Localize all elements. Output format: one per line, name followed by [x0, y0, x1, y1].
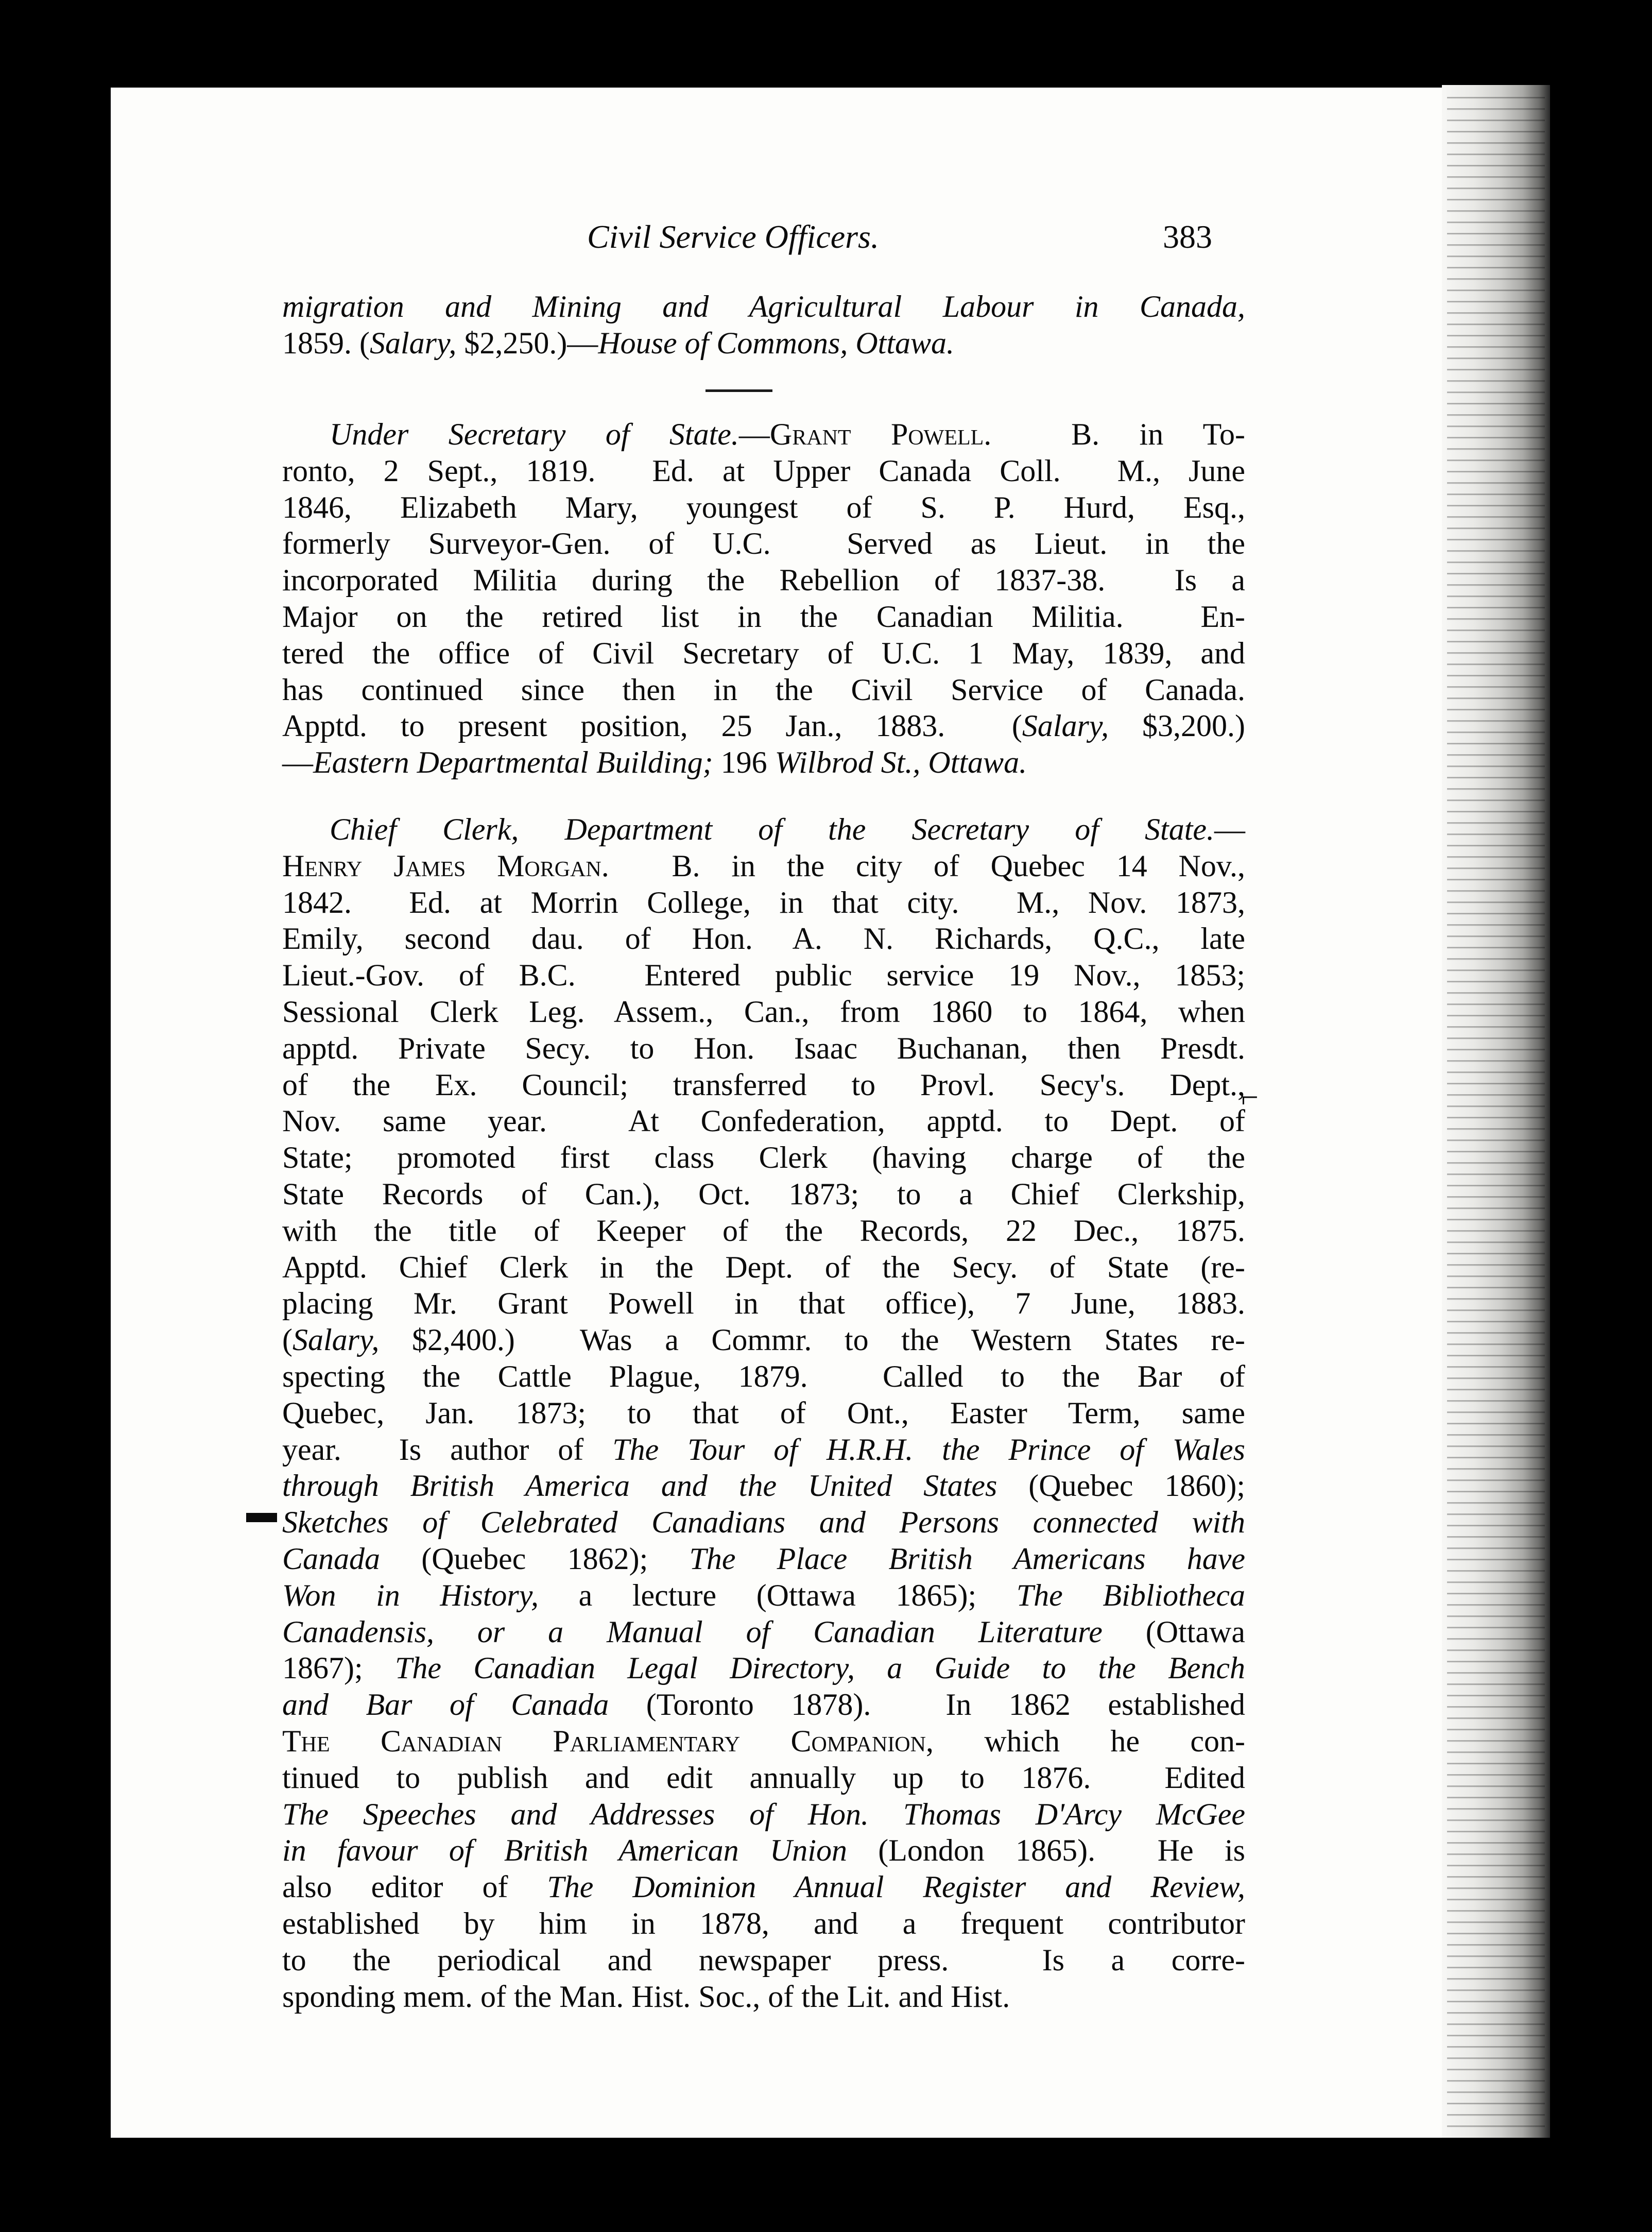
- text-line: [282, 1432, 1245, 1468]
- italic-text: Canada: [282, 1541, 381, 1576]
- text-segment: State; promoted first class Clerk (having charge of the: [282, 1140, 1245, 1175]
- italic-text: in favour of British American Union: [282, 1833, 847, 1868]
- text-line: [282, 1176, 1245, 1213]
- text-segment: a lecture (Ottawa 1865);: [539, 1578, 1017, 1612]
- text-line: [282, 1067, 1245, 1103]
- text-line: [282, 1139, 1245, 1176]
- text-line: [282, 1723, 1245, 1760]
- text-line: [282, 672, 1245, 708]
- text-segment: 196: [713, 745, 775, 780]
- italic-text: migration and Mining and Agricultural Labour in Canada,: [282, 289, 1245, 323]
- margin-dash-mark: ▬: [246, 1495, 277, 1529]
- text-line: [282, 453, 1245, 489]
- text-segment: incorporated Militia during the Rebellion of 1837-38. Is a: [282, 563, 1245, 598]
- text-line: [282, 744, 1245, 781]
- page-edges: [1447, 88, 1545, 2135]
- text-segment: Emily, second dau. of Hon. A. N. Richards, Q.C., late: [282, 922, 1245, 956]
- text-segment: Quebec, Jan. 1873; to that of Ont., Easter Term, same: [282, 1395, 1245, 1430]
- text-line: [282, 1832, 1245, 1869]
- text-segment: tinued to publish and edit annually up to 1876. Edited: [282, 1760, 1245, 1795]
- paragraph-chief-clerk: [282, 811, 1245, 2015]
- italic-text: Chief Clerk, Department of the Secretary of State.: [330, 812, 1214, 846]
- text-line: [282, 1358, 1245, 1395]
- text-line: [282, 1650, 1245, 1686]
- text-line: [282, 288, 1245, 325]
- italic-text: The Speeches and Addresses of Hon. Thomas D'Arcy McGee: [282, 1797, 1245, 1831]
- text-line: [282, 489, 1245, 526]
- italic-text: The Place British Americans have: [689, 1541, 1246, 1576]
- text-line: [282, 848, 1245, 884]
- italic-text: The Bibliotheca: [1016, 1578, 1245, 1612]
- text-segment: State Records of Can.), Oct. 1873; to a Chief Clerkship,: [282, 1177, 1245, 1211]
- paragraph-under-secretary: [282, 416, 1245, 781]
- text-line: [282, 635, 1245, 672]
- text-line: [282, 811, 1245, 848]
- text-line: [282, 994, 1245, 1030]
- text-segment: Apptd. to present position, 25 Jan., 1883. (: [282, 709, 1022, 743]
- small-caps-text: Grant Powell: [769, 417, 984, 451]
- italic-text: Salary,: [1022, 709, 1109, 743]
- text-line: [282, 921, 1245, 957]
- text-segment: Lieut.-Gov. of B.C. Entered public service 19 Nov., 1853;: [282, 958, 1245, 993]
- text-segment: (Quebec 1860);: [997, 1469, 1245, 1503]
- text-segment: (Quebec 1862);: [380, 1541, 690, 1576]
- text-segment: $2,250.)—: [456, 326, 598, 360]
- italic-text: Under Secretary of State.: [330, 417, 739, 451]
- text-line: [282, 1796, 1245, 1833]
- italic-text: Salary,: [292, 1323, 380, 1357]
- text-segment: formerly Surveyor-Gen. of U.C. Served as Lieut. in the: [282, 526, 1245, 561]
- text-line: [282, 1285, 1245, 1322]
- paragraph-continuation: [282, 288, 1245, 362]
- text-segment: —: [1214, 812, 1245, 846]
- text-segment: . B. in the city of Quebec 14 Nov.,: [601, 848, 1245, 883]
- italic-text: The Dominion Annual Register and Review,: [547, 1870, 1245, 1904]
- small-caps-text: The Canadian Parliamentary Companion: [282, 1724, 926, 1758]
- italic-text: Eastern Departmental Building;: [313, 745, 713, 780]
- text-segment: to the periodical and newspaper press. Is a corre-: [282, 1943, 1245, 1977]
- text-segment: . B. in To-: [984, 417, 1246, 451]
- text-segment: —: [282, 745, 313, 780]
- small-caps-text: Henry James Morgan: [282, 848, 601, 883]
- text-segment: , which he con-: [925, 1724, 1245, 1758]
- text-segment: $2,400.) Was a Commr. to the Western States re-: [379, 1323, 1245, 1357]
- text-line: [282, 708, 1245, 744]
- text-segment: —: [738, 417, 770, 451]
- running-head-title: Civil Service Officers.: [587, 218, 879, 255]
- page-number: 383: [1163, 218, 1212, 255]
- text-segment: sponding mem. of the Man. Hist. Soc., of the Lit. and Hist.: [282, 1979, 1010, 2014]
- text-segment: 1842. Ed. at Morrin College, in that city. M., Nov. 1873,: [282, 885, 1245, 919]
- text-segment: (London 1865). He is: [847, 1833, 1245, 1868]
- text-segment: year. Is author of: [282, 1432, 613, 1467]
- text-line: [282, 1213, 1245, 1249]
- text-line: [282, 1686, 1245, 1723]
- text-segment: Apptd. Chief Clerk in the Dept. of the Secy. of State (re-: [282, 1250, 1245, 1284]
- text-segment: (Ottawa: [1102, 1614, 1245, 1649]
- italic-text: The Tour of H.R.H. the Prince of Wales: [612, 1432, 1245, 1467]
- text-line: [282, 525, 1245, 562]
- text-segment: tered the office of Civil Secretary of U.C. 1 May, 1839, and: [282, 636, 1245, 670]
- text-segment: of the Ex. Council; transferred to Provl. Secy's. Dept.,: [282, 1067, 1245, 1102]
- italic-text: and Bar of Canada: [282, 1688, 609, 1722]
- text-line: [282, 884, 1245, 921]
- text-segment: has continued since then in the Civil Service of Canada.: [282, 672, 1245, 707]
- text-line: [282, 1979, 1245, 2015]
- text-line: [282, 1869, 1245, 1905]
- text-segment: with the title of Keeper of the Records, 22 Dec., 1875.: [282, 1213, 1245, 1248]
- text-line: [282, 562, 1245, 599]
- text-segment: Nov. same year. At Confederation, apptd. to Dept. of: [282, 1104, 1245, 1138]
- italic-text: through British America and the United States: [282, 1469, 997, 1503]
- italic-text: Salary,: [369, 326, 457, 360]
- italic-text: House of Commons, Ottawa.: [598, 326, 955, 360]
- text-line: [282, 1942, 1245, 1979]
- text-line: [282, 1760, 1245, 1796]
- italic-text: Sketches of Celebrated Canadians and Persons connected with: [282, 1505, 1245, 1540]
- text-segment: (Toronto 1878). In 1862 established: [609, 1688, 1245, 1722]
- text-line: [282, 1541, 1245, 1577]
- text-line: [282, 1468, 1245, 1504]
- text-segment: specting the Cattle Plague, 1879. Called to the Bar of: [282, 1359, 1245, 1393]
- text-line: [282, 1030, 1245, 1067]
- text-segment: 1867);: [282, 1651, 395, 1685]
- text-line: [282, 1395, 1245, 1432]
- text-line: [282, 1905, 1245, 1942]
- text-segment: $3,200.): [1109, 709, 1245, 743]
- text-segment: Sessional Clerk Leg. Assem., Can., from 1860 to 1864, when: [282, 994, 1245, 1029]
- text-segment: ronto, 2 Sept., 1819. Ed. at Upper Canada Coll. M., June: [282, 453, 1245, 488]
- italic-text: Won in History,: [282, 1578, 539, 1612]
- text-line: [282, 416, 1245, 453]
- text-segment: Major on the retired list in the Canadian Militia. En-: [282, 599, 1245, 634]
- text-segment: 1859. (: [282, 326, 370, 360]
- text-line: [282, 957, 1245, 994]
- text-line: [282, 1577, 1245, 1614]
- text-line: [282, 1504, 1245, 1541]
- italic-text: Canadensis, or a Manual of Canadian Literature: [282, 1614, 1103, 1649]
- text-line: [282, 1103, 1245, 1139]
- text-segment: (: [282, 1323, 292, 1357]
- section-divider-rule: [705, 389, 772, 392]
- text-line: [282, 599, 1245, 635]
- text-segment: also editor of: [282, 1870, 547, 1904]
- margin-hook-mark: ⌐: [1241, 1080, 1259, 1114]
- text-segment: placing Mr. Grant Powell in that office), 7 June, 1883.: [282, 1286, 1245, 1321]
- text-line: [282, 325, 1245, 362]
- text-segment: 1846, Elizabeth Mary, youngest of S. P. Hurd, Esq.,: [282, 490, 1245, 524]
- text-segment: apptd. Private Secy. to Hon. Isaac Buchanan, then Presdt.: [282, 1031, 1245, 1065]
- text-line: [282, 1614, 1245, 1650]
- text-line: [282, 1322, 1245, 1358]
- italic-text: The Canadian Legal Directory, a Guide to the Bench: [394, 1651, 1245, 1685]
- italic-text: Wilbrod St., Ottawa.: [775, 745, 1027, 780]
- text-line: [282, 1249, 1245, 1286]
- text-segment: established by him in 1878, and a frequent contributor: [282, 1906, 1245, 1940]
